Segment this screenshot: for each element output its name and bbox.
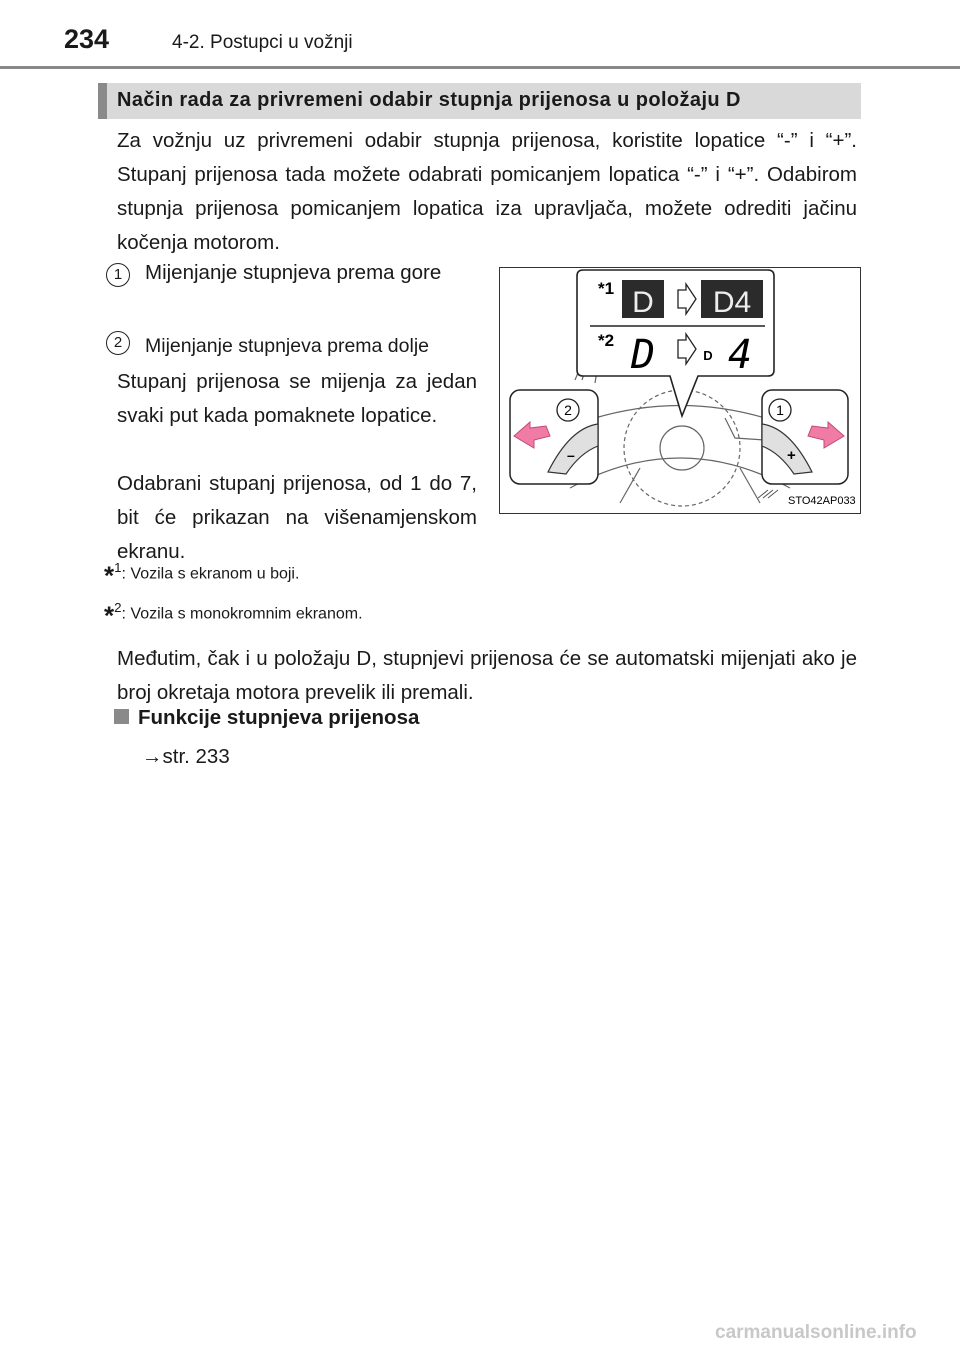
footnote-star: * (104, 560, 115, 591)
callout-1-text: 1 (776, 402, 784, 418)
subheading (114, 706, 419, 730)
intro-paragraph: Za vožnju uz privremeni odabir stupnja prijenosa, koristite lopatice “-” i “+”. Stupanj prijenosa tada možete odabrati pomicanjem lopatica “-” i “+”. Odabirom stupnja prijenosa pomicanjem lopatica iza upravljača, možete odrediti jačinu kočenja motorom. (117, 129, 857, 254)
section-title: 4-2. Postupci u vožnji (172, 32, 353, 53)
footnote-star: * (104, 600, 115, 631)
code-hatch (758, 490, 778, 498)
callout-2-text: 2 (564, 402, 572, 418)
minus-paddle-label: – (567, 447, 575, 463)
footnote-1 (104, 560, 299, 591)
item-number-1: 1 (106, 263, 130, 287)
mono-display-to-big: 4 (727, 332, 753, 378)
mono-display-to-small: D (703, 348, 713, 363)
color-display-from-text: D (632, 286, 654, 319)
shift-paragraph: Stupanj prijenosa se mijenja za jedan svaki put kada pomaknete lopatice. (117, 370, 477, 427)
item-text-2: Mijenjanje stupnjeva prema dolje (145, 335, 429, 357)
item-number-2: 2 (106, 331, 130, 355)
footnote-text: : Vozila s monokromnim ekranom. (121, 605, 363, 623)
figure-code: STO42AP033 (788, 495, 856, 507)
page-reference-link[interactable]: str. 233 (162, 745, 230, 768)
footnote-text: : Vozila s ekranom u boji. (121, 565, 300, 583)
subheading-text: Funkcije stupnjeva prijenosa (138, 706, 420, 729)
watermark: carmanualsonline.info (715, 1322, 917, 1343)
figure-illustration (500, 268, 859, 512)
footnote-sup: 2 (114, 600, 122, 615)
footnote-sup: 1 (114, 560, 122, 575)
mark-color-display: *1 (598, 279, 615, 298)
page-number: 234 (64, 24, 110, 54)
arrow-right-icon: → (142, 745, 163, 768)
header-divider (0, 66, 960, 69)
paddle-shift-figure (499, 267, 861, 514)
square-bullet-icon (114, 709, 129, 724)
mono-display-from: D (630, 332, 656, 378)
banner-title: Način rada za privremeni odabir stupnja prijenosa u položaju D (117, 89, 741, 111)
mark-mono-display: *2 (598, 331, 615, 350)
color-display-to-text: D4 (712, 286, 752, 319)
footnote-2 (104, 600, 363, 631)
selected-gear-paragraph: Odabrani stupanj prijenosa, od 1 do 7, bit će prikazan na višenamjenskom ekranu. (117, 472, 477, 563)
plus-paddle-label: + (787, 447, 796, 464)
auto-shift-paragraph: Međutim, čak i u položaju D, stupnjevi prijenosa će se automatski mijenjati ako je broj okretaja motora prevelik ili premali. (117, 647, 857, 704)
banner-accent-bar (98, 83, 107, 119)
item-text-1: Mijenjanje stupnjeva prema gore (145, 261, 442, 284)
section-banner (98, 83, 861, 119)
page-reference (142, 745, 230, 769)
